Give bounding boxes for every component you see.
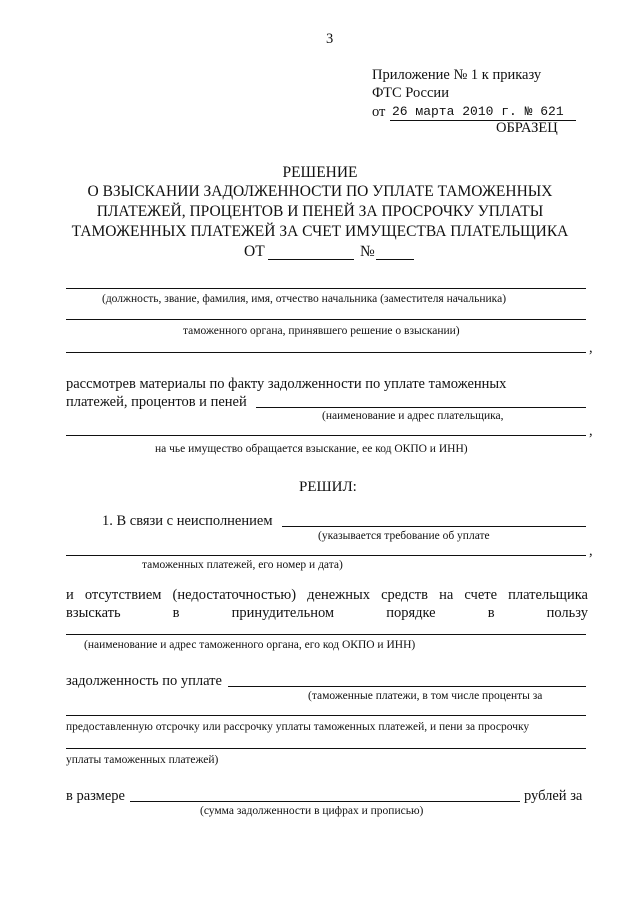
rubles-label: рублей за [524,788,583,804]
collect-word: порядке [386,605,436,621]
amount-caption: (сумма задолженности в цифрах и прописью) [200,805,424,817]
comma: , [589,423,593,439]
collect-word: в [487,605,495,621]
amount-label: в размере [66,788,125,804]
demand-field-line2[interactable] [66,555,586,556]
order-date-number: 26 марта 2010 г. № 621 [392,104,564,119]
doc-title-line3: ПЛАТЕЖЕЙ, ПРОЦЕНТОВ И ПЕНЕЙ ЗА ПРОСРОЧКУ УПЛАТЫ [96,203,544,220]
comma: , [589,543,593,559]
debt-caption1: (таможенные платежи, в том числе проценты за [308,690,543,702]
collect-text [66,604,588,622]
collect-word: в [172,605,180,621]
official-caption1: (должность, звание, фамилия, имя, отчество начальника (заместителя начальника) [102,293,507,305]
demand-field-line1[interactable] [282,526,586,527]
decision-number-field[interactable] [376,259,414,260]
decision-date-field[interactable] [268,259,354,260]
date-prefix: от [372,104,386,120]
debt-field-line3[interactable] [66,748,586,749]
payer-field-line1[interactable] [256,407,586,408]
official-field-line1[interactable] [66,288,586,289]
page-number: 3 [326,31,334,47]
doc-title-line4: ТАМОЖЕННЫХ ПЛАТЕЖЕЙ ЗА СЧЕТ ИМУЩЕСТВА ПЛАТЕЛЬЩИКА [71,223,569,240]
item1-text: 1. В связи с неисполнением [102,513,273,529]
payer-caption2: на чье имущество обращается взыскание, ее код ОКПО и ИНН) [155,443,468,455]
payer-field-line2[interactable] [66,435,586,436]
payer-caption1: (наименование и адрес плательщика, [322,410,504,422]
date-from-label: ОТ [244,243,265,260]
debt-caption2: предоставленную отсрочку или рассрочку уплаты таможенных платежей, и пени за просрочку [66,721,530,733]
collect-word: принудительном [231,605,335,621]
customs-body-field[interactable] [66,634,586,635]
doc-title: РЕШЕНИЕ [282,164,358,181]
debt-field-line1[interactable] [228,686,586,687]
official-caption2: таможенного органа, принявшего решение о взыскании) [183,325,460,337]
considered-text1: рассмотрев материалы по факту задолженности по уплате таможенных [66,376,507,392]
collect-word: взыскать [66,605,121,621]
decision-number-label: № [360,243,375,260]
demand-caption1: (указывается требование об уплате [318,530,490,542]
appendix-line: Приложение № 1 к приказу [372,67,542,83]
amount-field[interactable] [130,801,520,802]
considered-text2: платежей, процентов и пеней [66,394,247,410]
agency-line: ФТС России [372,85,449,101]
official-field-line3[interactable] [66,352,586,353]
debt-field-line2[interactable] [66,715,586,716]
debt-label: задолженность по уплате [66,673,222,689]
debt-caption3: уплаты таможенных платежей) [66,754,219,766]
customs-body-caption: (наименование и адрес таможенного органа, его код ОКПО и ИНН) [84,639,416,651]
demand-caption2: таможенных платежей, его номер и дата) [142,559,343,571]
comma: , [589,340,593,356]
official-field-line2[interactable] [66,319,586,320]
sample-label: ОБРАЗЕЦ [496,120,558,136]
doc-title-line2: О ВЗЫСКАНИИ ЗАДОЛЖЕННОСТИ ПО УПЛАТЕ ТАМОЖЕННЫХ [87,183,553,200]
collect-word: пользу [546,605,588,621]
absence-text: и отсутствием (недостаточностью) денежных средств на счете плательщика [66,587,588,603]
decided-heading: РЕШИЛ: [299,479,357,495]
